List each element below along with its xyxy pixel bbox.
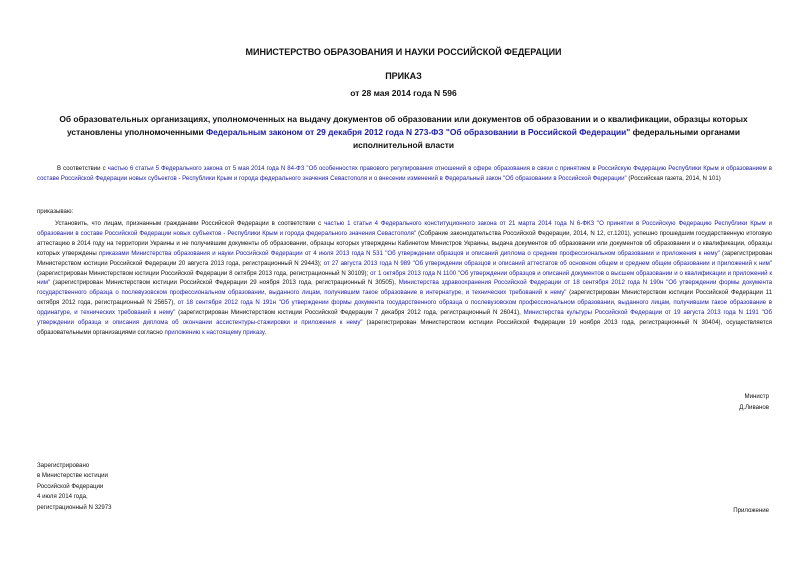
registration-line: Зарегистрировано — [37, 462, 90, 469]
main-text: (зарегистрирован Министерством юстиции Российской Федерации 7 декабря 2012 года, регистрационный N 26041), — [175, 309, 524, 317]
preamble-law-link[interactable]: частью 6 статьи 5 Федерального закона от 5 мая 2014 года N 84-ФЗ "Об особенностях правового регулирования отношений в сфере образования в связи с принятием в Российскую Федерацию Республики Крым и образованием в составе Российской Федерации новых субъектов - Республики Крым и города федерального значения Севастополя и о внесении изменений в Федеральный закон "Об образовании в Российской Федерации" — [37, 165, 772, 182]
appendix-label: Приложение — [733, 507, 769, 514]
main-paragraph — [37, 219, 772, 338]
preamble-text: В соответствии с — [57, 165, 108, 172]
order-531-link[interactable]: приказами Министерства образования и науки Российской Федерации от 4 июля 2013 года N 531 "Об утверждении образцов и описаний диплома о среднем профессиональном образовании и приложения к нему" — [98, 249, 720, 257]
signature-name: Д.Ливанов — [739, 404, 769, 411]
constitutional-law-link[interactable]: частью 1 статьи 4 Федерального конституционного закона от 21 марта 2014 года N 6-ФКЗ "О принятии в Российскую Федерацию Республики Крым и образовании в составе Российской Федерации новых субъектов - Республики Крым и города федерального значения Севастополя" — [37, 220, 772, 237]
preamble-paragraph — [37, 164, 772, 184]
registration-line: Российской Федерации — [37, 482, 104, 490]
order-190n-link[interactable]: Министерства здравоохранения Российской Федерации от 18 сентября 2012 года N 190н "Об утверждении формы документа государственного образца о послевузовском профессиональном образовании, выданного лицам, получившим такое образование в интернатуре, и технических требований к нему" — [37, 279, 772, 297]
title-text-end: федеральными органами исполнительной власти — [352, 127, 740, 150]
main-text: (Собрание законодательства Российской Федерации, 2014, N 12, ст.1201), успешно прошедшим государственную итоговую аттестацию в 2014 году на территории Украины и не получившим документы об образовании, образцы которых утверждены Кабинетом Министров Украины, выдача документов об образовании или документов об образовании и о квалификации, образцы которых утверждены — [37, 229, 772, 257]
registration-line: в Министерстве юстиции — [37, 472, 108, 480]
main-text: (зарегистрирован Министерством юстиции Российской Федерации 20 августа 2013 года, регистрационный N 29443); — [37, 249, 772, 267]
order-word: приказываю: — [37, 208, 74, 215]
order-989-link[interactable]: от 27 августа 2013 года N 989 "Об утверждении образцов и описаний аттестатов об основном общем и среднем общем образовании и приложений к ним" — [323, 259, 772, 267]
preamble-source: (Российская газета, 2014, N 101) — [626, 174, 721, 182]
registration-line: 4 июля 2014 года, — [37, 493, 88, 501]
order-1100-link[interactable]: от 1 октября 2013 года N 1100 "Об утверждении образцов и описаний документов о высшем образовании и о квалификации и приложений к ним" — [37, 269, 772, 287]
main-text: (зарегистрирован Министерством юстиции Российской Федерации 19 ноября 2013 года, регистрационный N 30404), осуществляется образовательными организациями согласно — [37, 319, 772, 336]
main-text: (зарегистрирован Министерством юстиции Российской Федерации 11 октября 2012 года, регистрационный N 25657), — [37, 289, 772, 307]
main-text: (зарегистрирован Министерством юстиции Российской Федерации 8 октября 2013 года, регистрационный N 30109); — [37, 269, 371, 277]
order-1191-link[interactable]: Министерства культуры Российской Федерации от 19 августа 2013 года N 1191 "Об утверждении образца и описания диплома об окончании ассистентуры-стажировки и приложения к нему" — [37, 309, 772, 327]
document-title — [40, 113, 767, 152]
main-text: (зарегистрирован Министерством юстиции Российской Федерации 29 ноября 2013 года, регистрационный N 30505), — [50, 279, 399, 287]
ministry-name: МИНИСТЕРСТВО ОБРАЗОВАНИЯ И НАУКИ РОССИЙСКОЙ ФЕДЕРАЦИИ — [245, 47, 562, 57]
order-191n-link[interactable]: от 18 сентября 2012 года N 191н "Об утверждении формы документа государственного образца о послевузовском профессиональном образовании, выданного лицам, получившим такое образование в ординатуре, и технических требований к нему" — [37, 299, 772, 317]
main-text: . — [264, 328, 267, 336]
title-text: Об образовательных организациях, уполномоченных на выдачу документов об образовании или документов об образовании и о квалификации, образцы которых установлены уполномоченными — [59, 114, 748, 137]
main-text: Установить, что лицам, признанным гражданами Российской Федерации в соответствии с — [55, 220, 325, 227]
document-date-number: от 28 мая 2014 года N 596 — [350, 88, 457, 98]
title-law-link[interactable]: Федеральным законом от 29 декабря 2012 года N 273-ФЗ "Об образовании в Российской Федерации" — [205, 127, 631, 137]
registration-block — [37, 461, 112, 513]
registration-line: регистрационный N 32973 — [37, 503, 112, 511]
appendix-link[interactable]: приложению к настоящему приказу — [164, 328, 265, 336]
signature-position: Министр — [744, 393, 769, 400]
document-type: ПРИКАЗ — [385, 71, 422, 81]
